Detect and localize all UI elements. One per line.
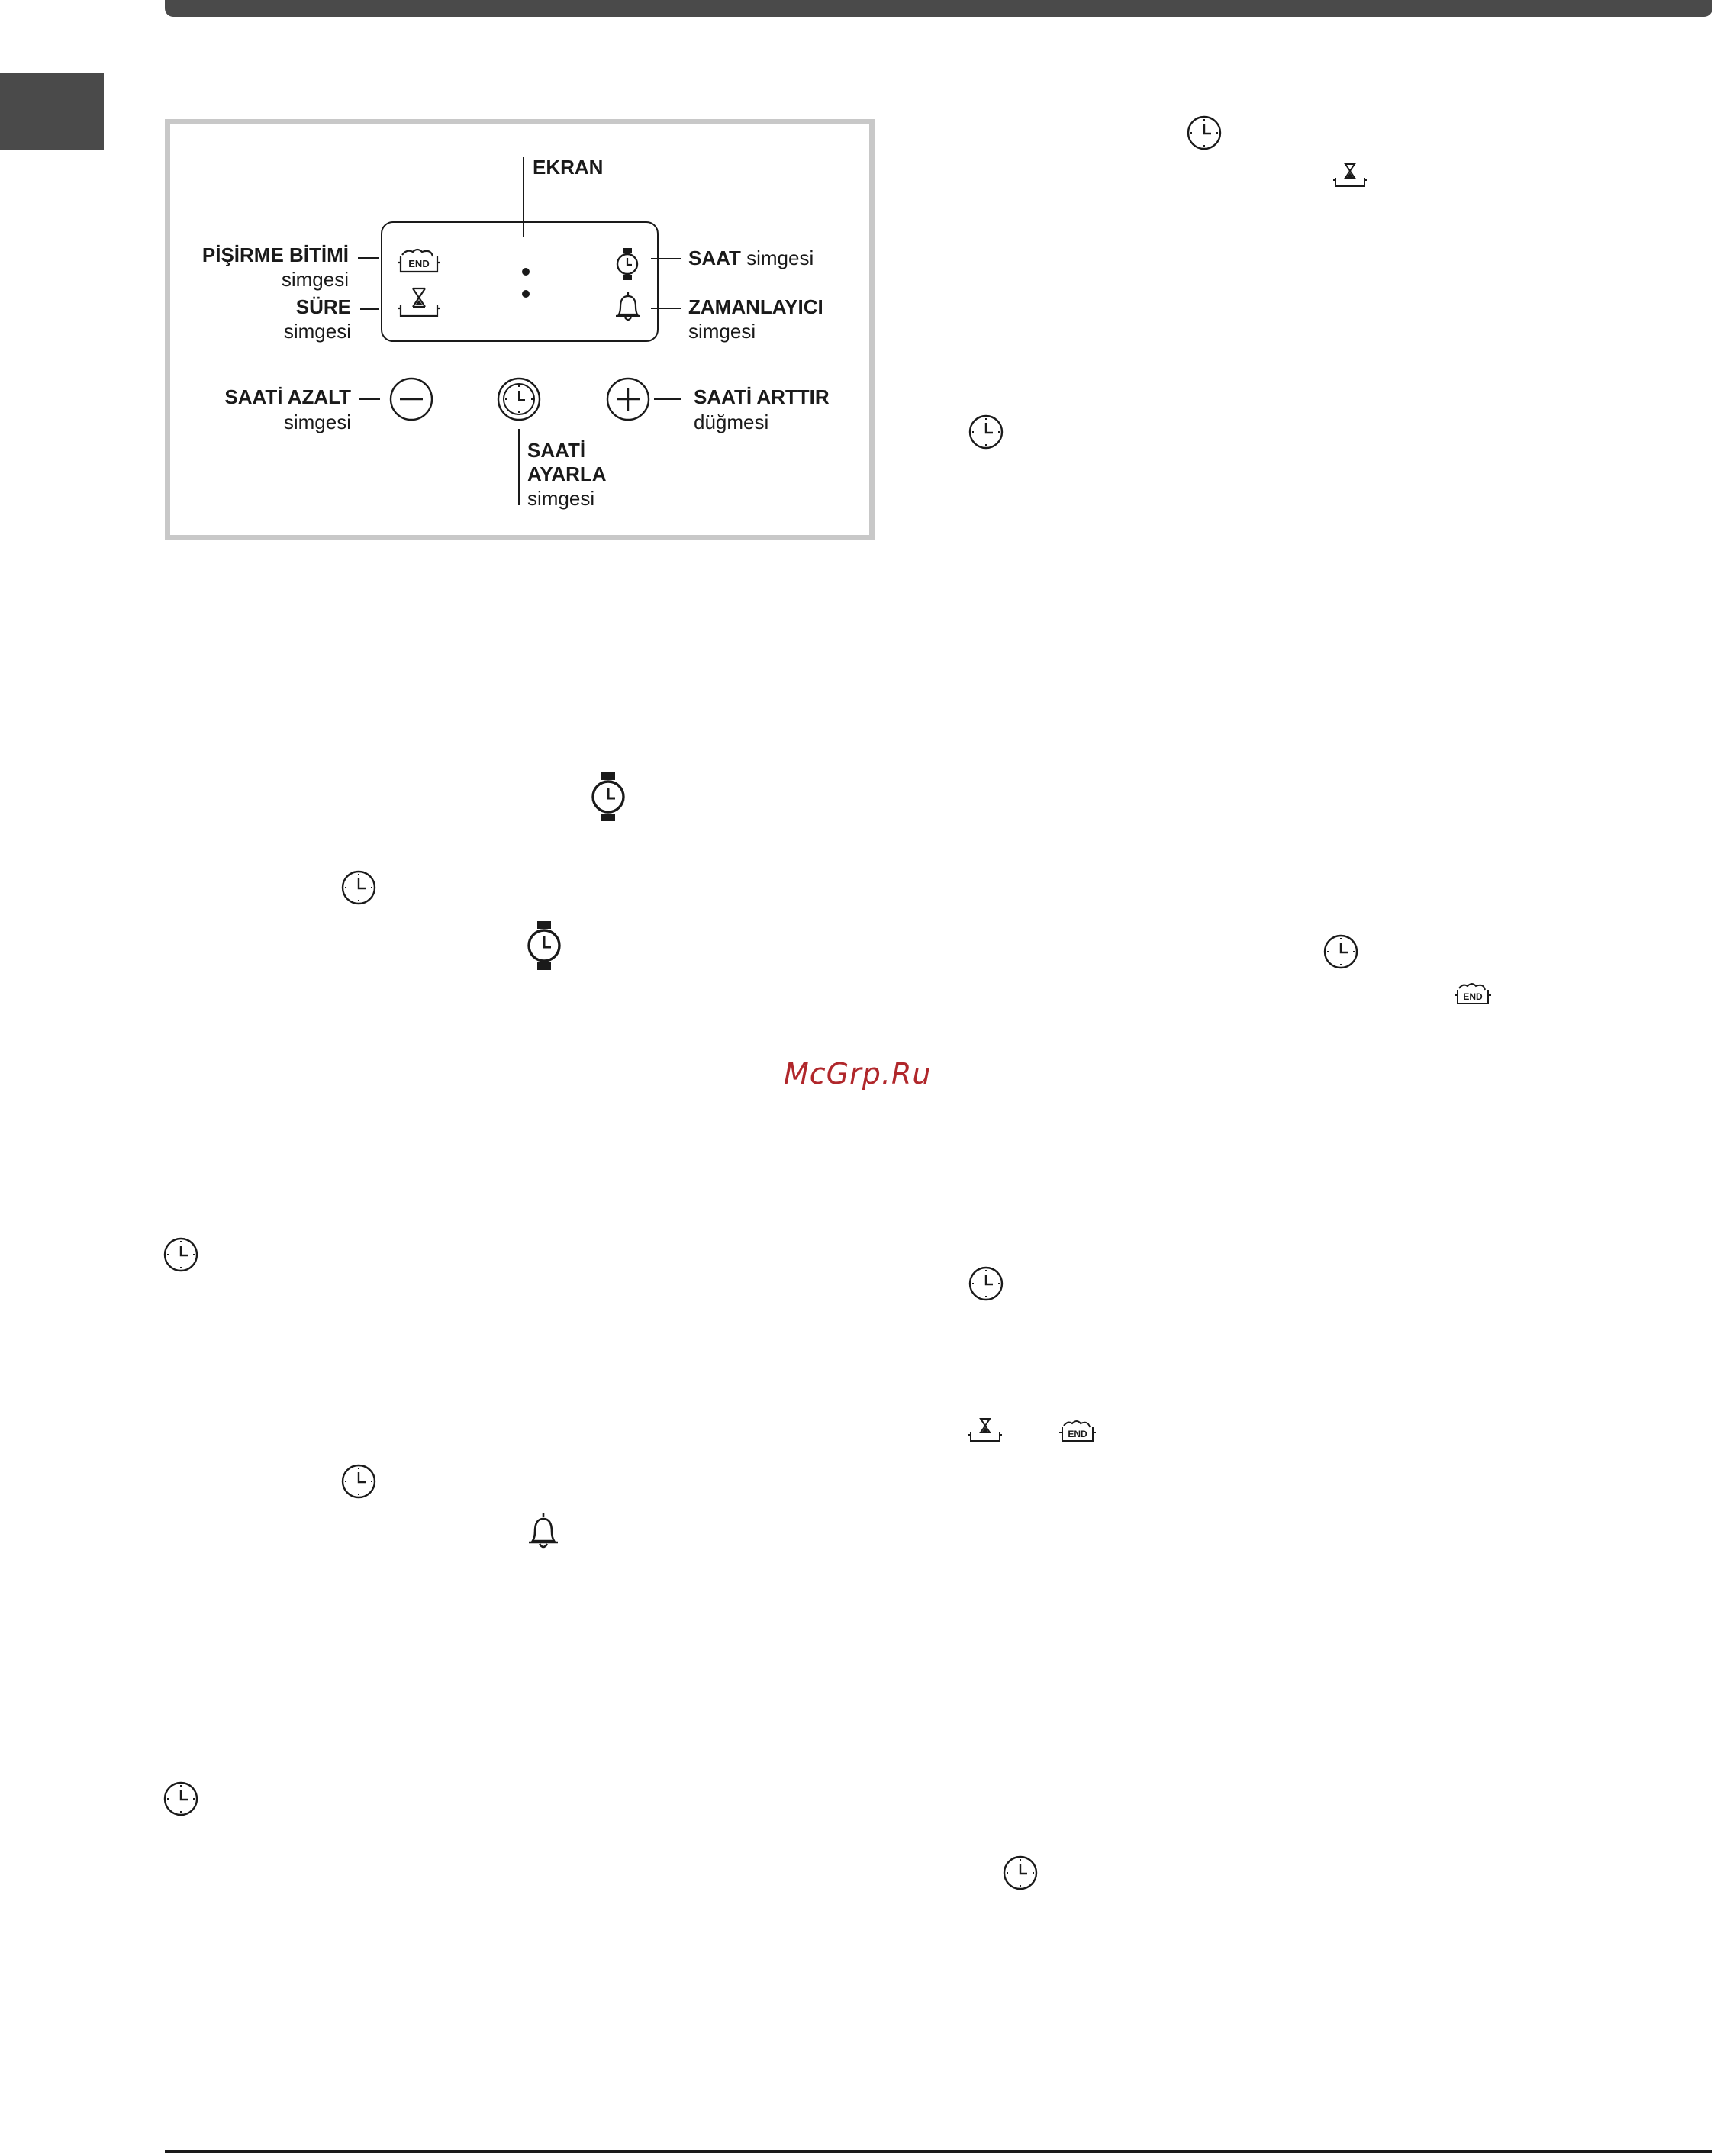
set-clock-button[interactable]	[497, 377, 541, 421]
clock-watch-icon	[614, 247, 640, 282]
clock-icon	[340, 869, 377, 906]
saat-leader	[651, 258, 681, 259]
saati-ayarla-label-2: AYARLA	[527, 462, 607, 485]
sure-sub: simgesi	[283, 320, 351, 343]
clock-icon	[163, 1236, 199, 1273]
saati-ayarla-leader	[518, 429, 520, 505]
clock-icon	[1002, 1855, 1039, 1891]
pisirme-bitimi-sub: simgesi	[281, 268, 349, 291]
clock-icon	[968, 414, 1004, 450]
clock-watch-icon	[526, 920, 562, 972]
clock-watch-icon	[590, 771, 627, 823]
top-rule	[165, 0, 1712, 17]
pisirme-bitimi-label: PİŞİRME BİTİMİ	[201, 243, 349, 266]
pisirme-bitimi-leader	[358, 257, 379, 259]
end-icon	[1058, 1418, 1097, 1449]
zamanlayici-leader	[651, 308, 681, 309]
end-icon	[396, 246, 442, 278]
bell-timer-icon	[526, 1512, 561, 1553]
saati-azalt-sub: simgesi	[283, 411, 351, 433]
zamanlayici-label: ZAMANLAYICI	[688, 295, 823, 318]
duration-hourglass-icon	[968, 1416, 1003, 1447]
watermark: McGrp.Ru	[784, 1057, 932, 1091]
zamanlayici-sub: simgesi	[688, 320, 756, 343]
saati-azalt-label: SAATİ AZALT	[224, 385, 351, 408]
saat-label: SAAT simgesi	[688, 247, 814, 269]
saati-ayarla-label-1: SAATİ	[527, 439, 586, 462]
ekran-leader	[523, 157, 524, 237]
increase-time-button[interactable]	[606, 377, 650, 421]
end-icon-text: END	[408, 258, 430, 269]
duration-hourglass-icon	[1332, 162, 1368, 192]
sure-label: SÜRE	[295, 295, 351, 318]
decrease-time-button[interactable]	[389, 377, 433, 421]
language-tab	[0, 73, 104, 150]
saati-arttir-label: SAATİ ARTTIR	[694, 385, 830, 408]
sure-leader	[360, 308, 379, 310]
clock-icon	[1186, 114, 1223, 151]
clock-icon	[968, 1265, 1004, 1302]
bell-timer-icon	[613, 290, 643, 325]
bottom-rule	[165, 2150, 1712, 2153]
saati-arttir-sub: düğmesi	[694, 411, 769, 433]
saati-ayarla-sub: simgesi	[527, 487, 595, 510]
end-icon-text: END	[1068, 1429, 1087, 1439]
clock-icon	[1323, 933, 1359, 970]
duration-hourglass-icon	[396, 285, 442, 322]
ekran-label: EKRAN	[533, 156, 604, 179]
display-colon-dot	[522, 268, 530, 276]
clock-icon	[163, 1781, 199, 1817]
display-colon-dot	[522, 290, 530, 298]
end-icon-text: END	[1463, 991, 1483, 1002]
saati-arttir-leader	[654, 398, 681, 400]
end-icon	[1453, 981, 1493, 1011]
clock-icon	[340, 1463, 377, 1500]
saati-azalt-leader	[359, 398, 380, 400]
